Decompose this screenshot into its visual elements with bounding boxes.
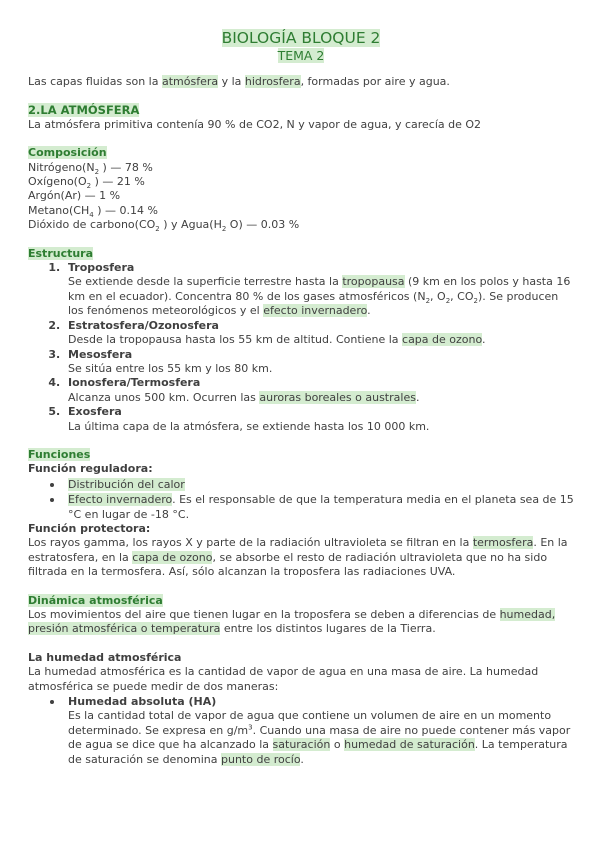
highlight-humedad-saturacion: humedad de saturación [344, 738, 475, 752]
document-content [28, 28, 574, 767]
heading-estructura: Estructura [28, 246, 94, 260]
reguladora-list [28, 477, 574, 522]
list-item-exosfera: 5. Exosfera La última capa de la atmósfera, se extiende hasta los 10 000 km. [64, 405, 574, 434]
funcion-reguladora-label: Función reguladora: [28, 462, 153, 476]
funcion-protectora-label: Función protectora: [28, 521, 151, 535]
highlight-saturacion: saturación [272, 738, 331, 752]
composition-oxigeno: $Oxígeno(O_2$ ) — 21 % [28, 175, 145, 191]
heading-composicion: Composición [28, 146, 107, 160]
document-header [28, 28, 574, 64]
composition-metano: $Metano(CH_4$ ) — 0.14 % [28, 203, 158, 220]
dinamica-text: Los movimientos del aire que tienen lugar en la troposfera se deben a diferencias de humedad, presión atmosférica o temperatura entre los distintos lugares de la Tierra. [28, 608, 556, 636]
composition-co2-agua: Dióxido de $carbono(CO_2$ ) y $Agua(H_2$ O) — 0.03 % [28, 218, 300, 234]
highlight-auroras: auroras boreales o australes [259, 390, 416, 404]
page-title: BIOLOGÍA BLOQUE 2 [221, 29, 381, 47]
heading-dinamica: Dinámica atmosférica [28, 593, 163, 607]
highlight-capa-ozono-2: capa de ozono [132, 550, 213, 564]
highlight-termosfera: termosfera [472, 536, 534, 550]
humedad-list [28, 694, 574, 767]
list-item-distribucion-calor: • Distribución del calor [64, 477, 574, 492]
intro-paragraph: Las capas fluidas son la atmósfera y la hidrosfera, formadas por aire y agua. [28, 75, 450, 88]
estructura-list [28, 261, 574, 434]
highlight-efecto-invernadero: efecto invernadero [263, 304, 368, 318]
humedad-text: La humedad atmosférica es la cantidad de vapor de agua en una masa de aire. La humedad atmosférica se puede medir de dos maneras: [28, 665, 539, 693]
atmosfera-text: La atmósfera primitiva contenía 90 % de CO2, N y vapor de agua, y carecía de O2 [28, 117, 482, 131]
composition-argon: Argón(Ar) — 1 % [28, 189, 121, 203]
section-humedad [28, 651, 574, 767]
list-item-humedad-absoluta: • Humedad absoluta (HA) Es la cantidad total de vapor de agua que contiene un volumen de aire en un momento determinado. Se expresa en $g/m^3$. Cuando una masa de aire no puede contener más vapor de agua se dice que ha alcanzado la saturación o humedad de saturación. La temperatura de saturación se denomina punto de rocío. [64, 694, 574, 767]
highlight-tropopausa: tropopausa [342, 275, 405, 289]
heading-funciones: Funciones [28, 447, 91, 461]
list-item-mesosfera: 3. Mesosfera Se sitúa entre los 55 km y los 80 km. [64, 348, 574, 377]
highlight-capa-ozono: capa de ozono [402, 333, 483, 347]
highlight-atmosfera: atmósfera [161, 75, 219, 88]
list-item-efecto-invernadero: • Efecto invernadero. Es el responsable de que la temperatura media en el planeta sea de 15 °C en lugar de -18 °C. [64, 492, 574, 522]
list-item-troposfera: 1. Troposfera Se extiende desde la superficie terrestre hasta la tropopausa (9 km en los polos y hasta 16 km en el ecuador). Concentra 80 % de los gases atmosféricos ($N_2$, $O_2$, $CO_2$). Se producen los fenómenos meteorológicos y el efecto invernadero. [64, 261, 574, 319]
section-composicion [28, 146, 574, 232]
highlight-punto-rocio: punto de rocío [221, 752, 301, 766]
highlight-humedad-presion: humedad, presión atmosférica o temperatura [28, 608, 556, 636]
section-funciones [28, 448, 574, 580]
list-item-ionosfera: 4. Ionosfera/Termosfera Alcanza unos 500 km. Ocurren las auroras boreales o australes. [64, 376, 574, 405]
page-subtitle: TEMA 2 [277, 48, 325, 63]
heading-humedad: La humedad atmosférica [28, 650, 182, 664]
funcion-protectora-text: Los rayos gamma, los rayos X y parte de la radiación ultravioleta se filtran en la termosfera. En la estratosfera, en la capa de ozono, se absorbe el resto de radiación ultravioleta que no ha sido filtrada en la termosfera. Así, sólo alcanzan la troposfera las radiaciones UVA. [28, 536, 568, 579]
list-item-estratosfera: 2. Estratosfera/Ozonosfera Desde la tropopausa hasta los 55 km de altitud. Contiene la capa de ozono. [64, 319, 574, 348]
section-atmosfera [28, 103, 574, 132]
section-heading-atmosfera: 2.LA ATMÓSFERA [28, 103, 140, 118]
highlight-hidrosfera: hidrosfera [244, 75, 301, 88]
composition-nitrogeno: $Nitrógeno(N_2$ ) — 78 % [28, 160, 153, 176]
section-estructura [28, 247, 574, 434]
section-dinamica [28, 594, 574, 637]
